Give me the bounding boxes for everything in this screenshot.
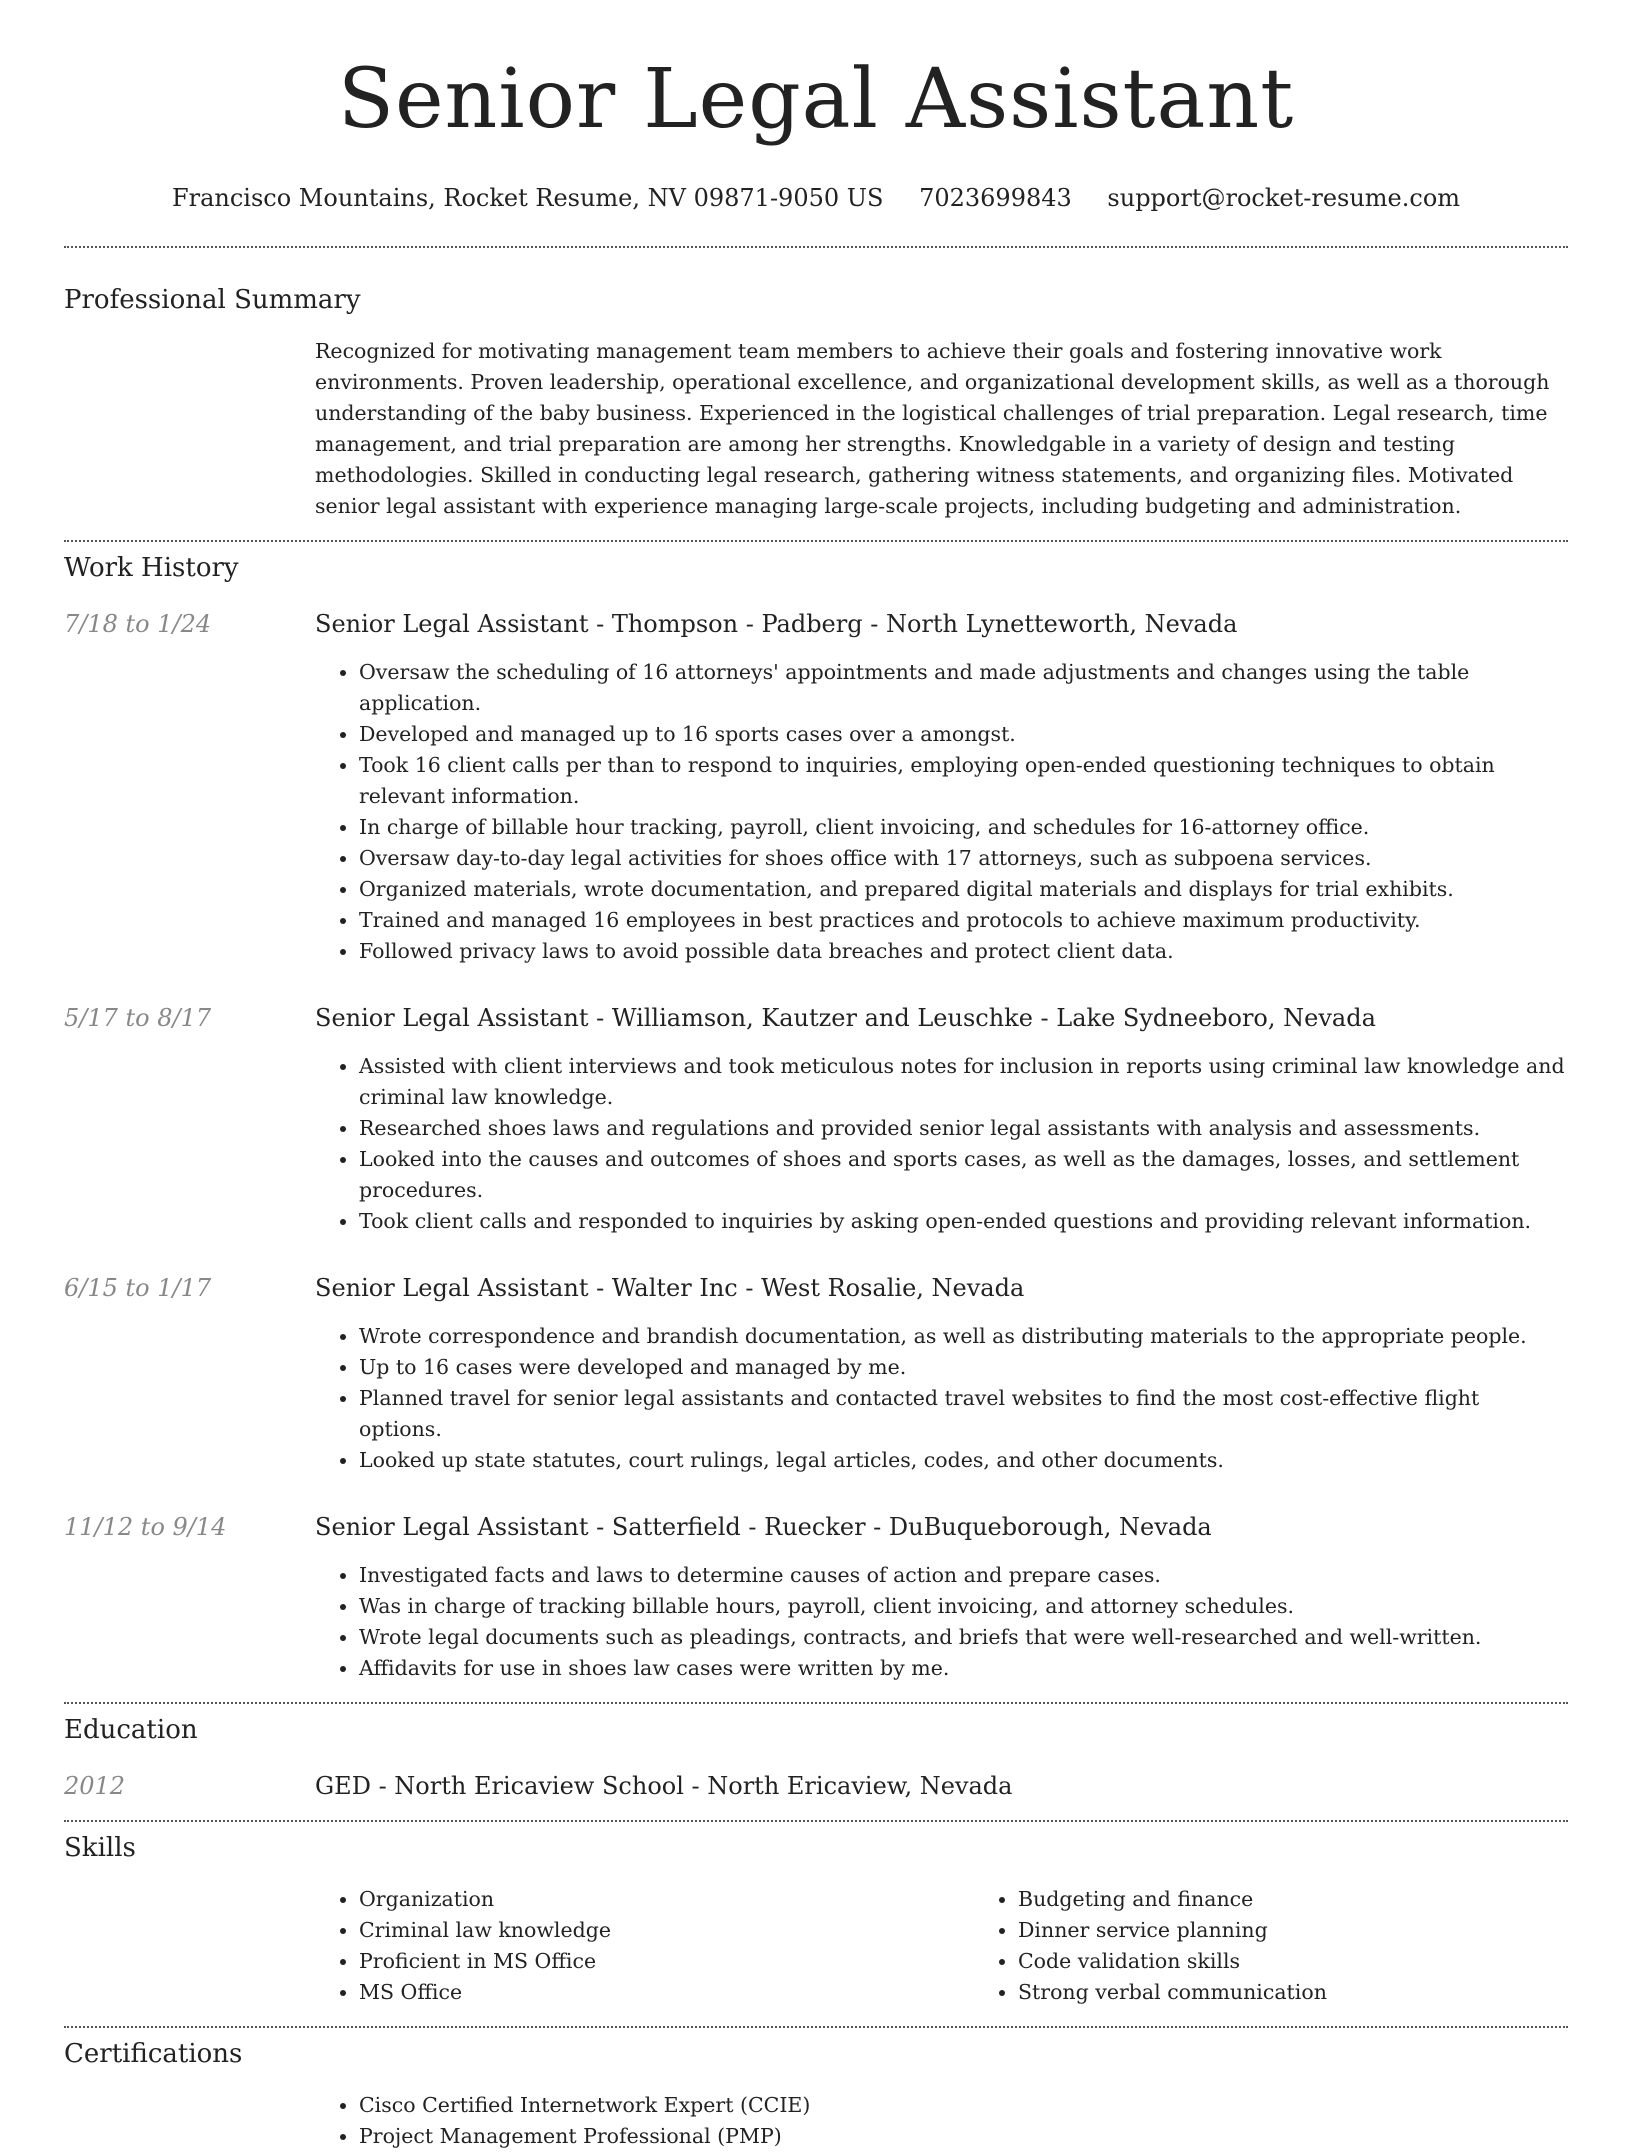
resume-name: Senior Legal Assistant: [337, 52, 1295, 147]
list-item: • Looked up state statutes, court rulings, legal articles, codes, and other documents.: [359, 1445, 1568, 1476]
education-section: [64, 1714, 1568, 1802]
list-item: • Criminal law knowledge: [359, 1915, 974, 1946]
list-item: • Was in charge of tracking billable hours, payroll, client invoicing, and attorney schedules.: [359, 1591, 1568, 1622]
job-entry: [64, 1002, 1568, 1237]
skills-list-right: [974, 1884, 1632, 2008]
resume-page: [64, 0, 1568, 2152]
education-heading: Education: [64, 1715, 198, 1745]
job-title: Senior Legal Assistant - Satterfield - Ruecker - DuBuqueborough, Nevada: [315, 1513, 1212, 1541]
job-entry: [64, 1511, 1568, 1684]
list-item: • Wrote correspondence and brandish documentation, as well as distributing materials to the appropriate people.: [359, 1321, 1568, 1352]
list-item: • Up to 16 cases were developed and managed by me.: [359, 1352, 1568, 1383]
list-item: • Affidavits for use in shoes law cases were written by me.: [359, 1653, 1568, 1684]
list-item: • Took client calls and responded to inquiries by asking open-ended questions and providing relevant information.: [359, 1206, 1568, 1237]
list-item: • Code validation skills: [1018, 1946, 1632, 1977]
job-entry: [64, 1272, 1568, 1476]
section-divider: [64, 1702, 1568, 1704]
certifications-list: [315, 2090, 1568, 2152]
skills-heading: Skills: [64, 1833, 136, 1863]
list-item: • Followed privacy laws to avoid possible data breaches and protect client data.: [359, 936, 1568, 967]
job-dates: 11/12 to 9/14: [64, 1513, 227, 1541]
summary-text: Recognized for motivating management team members to achieve their goals and fostering innovative work environments. Proven leadership, operational excellence, and organizational development skills, as well as a thorough understanding of the baby business. Experienced in the logistical challenges of trial preparation. Legal research, time management, and trial preparation are among her strengths. Knowledgable in a variety of design and testing methodologies. Skilled in conducting legal research, gathering witness statements, and organizing files. Motivated senior legal assistant with experience managing large-scale projects, including budgeting and administration.: [315, 339, 1550, 518]
list-item: • Oversaw the scheduling of 16 attorneys' appointments and made adjustments and changes using the table application.: [359, 657, 1568, 719]
section-divider: [64, 2026, 1568, 2028]
list-item: • Organized materials, wrote documentation, and prepared digital materials and displays for trial exhibits.: [359, 874, 1568, 905]
list-item: • Wrote legal documents such as pleadings, contracts, and briefs that were well-researched and well-written.: [359, 1622, 1568, 1653]
list-item: • Project Management Professional (PMP): [359, 2121, 1568, 2152]
section-divider: [64, 540, 1568, 542]
list-item: • Investigated facts and laws to determine causes of action and prepare cases.: [359, 1560, 1568, 1591]
list-item: • Looked into the causes and outcomes of shoes and sports cases, as well as the damages, losses, and settlement procedures.: [359, 1144, 1568, 1206]
resume-header: [64, 0, 1568, 214]
list-item: • Trained and managed 16 employees in best practices and protocols to achieve maximum productivity.: [359, 905, 1568, 936]
job-bullets: [315, 657, 1568, 967]
list-item: • Developed and managed up to 16 sports cases over a amongst.: [359, 719, 1568, 750]
education-entry: [64, 1770, 1568, 1802]
certifications-heading: Certifications: [64, 2039, 243, 2069]
list-item: • Took 16 client calls per than to respond to inquiries, employing open-ended questioning techniques to obtain relevant information.: [359, 750, 1568, 812]
list-item: • Dinner service planning: [1018, 1915, 1632, 1946]
contact-address: Francisco Mountains, Rocket Resume, NV 09871-9050 US: [171, 184, 884, 212]
section-divider: [64, 1820, 1568, 1822]
job-bullets: [315, 1321, 1568, 1476]
list-item: • Planned travel for senior legal assistants and contacted travel websites to find the most cost-effective flight options.: [359, 1383, 1568, 1445]
job-dates: 6/15 to 1/17: [64, 1274, 212, 1302]
list-item: • In charge of billable hour tracking, payroll, client invoicing, and schedules for 16-attorney office.: [359, 812, 1568, 843]
contact-email: support@rocket-resume.com: [1107, 184, 1461, 212]
job-bullets: [315, 1560, 1568, 1684]
education-year: 2012: [64, 1772, 126, 1800]
list-item: • Proficient in MS Office: [359, 1946, 974, 1977]
skills-section: [64, 1832, 1568, 2008]
list-item: • Assisted with client interviews and took meticulous notes for inclusion in reports using criminal law knowledge and criminal law knowledge.: [359, 1051, 1568, 1113]
list-item: • MS Office: [359, 1977, 974, 2008]
job-entry: [64, 608, 1568, 967]
list-item: • Budgeting and finance: [1018, 1884, 1632, 1915]
summary-section: [64, 284, 1568, 522]
job-title: Senior Legal Assistant - Walter Inc - West Rosalie, Nevada: [315, 1274, 1025, 1302]
list-item: • Oversaw day-to-day legal activities for shoes office with 17 attorneys, such as subpoena services.: [359, 843, 1568, 874]
contact-line: [64, 182, 1568, 214]
contact-phone: 7023699843: [919, 184, 1072, 212]
job-dates: 5/17 to 8/17: [64, 1004, 212, 1032]
education-detail: GED - North Ericaview School - North Ericaview, Nevada: [315, 1772, 1013, 1800]
list-item: • Strong verbal communication: [1018, 1977, 1632, 2008]
list-item: • Cisco Certified Internetwork Expert (CCIE): [359, 2090, 1568, 2121]
summary-heading: Professional Summary: [64, 285, 361, 315]
job-title: Senior Legal Assistant - Williamson, Kautzer and Leuschke - Lake Sydneeboro, Nevada: [315, 1004, 1376, 1032]
list-item: • Organization: [359, 1884, 974, 1915]
job-bullets: [315, 1051, 1568, 1237]
list-item: • Researched shoes laws and regulations and provided senior legal assistants with analysis and assessments.: [359, 1113, 1568, 1144]
section-divider: [64, 246, 1568, 248]
certifications-section: [64, 2038, 1568, 2152]
skills-list-left: [315, 1884, 974, 2008]
job-title: Senior Legal Assistant - Thompson - Padberg - North Lynetteworth, Nevada: [315, 610, 1238, 638]
work-history-section: [64, 552, 1568, 1684]
work-history-heading: Work History: [64, 553, 239, 583]
job-dates: 7/18 to 1/24: [64, 610, 212, 638]
